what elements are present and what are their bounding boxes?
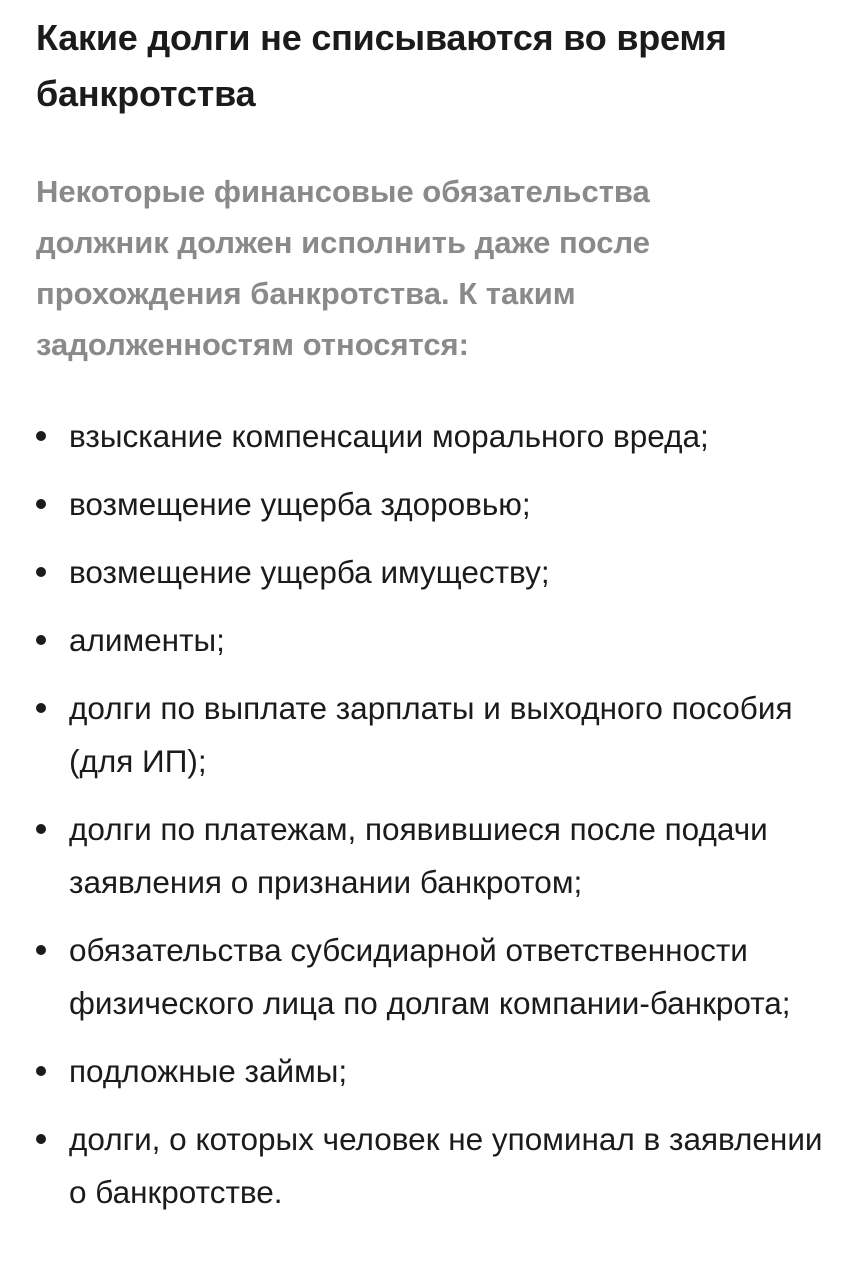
list-item-text: долги по платежам, появившиеся после подачи заявления о признании банкротом; <box>69 811 768 900</box>
list-item-text: обязательства субсидиарной ответственности физического лица по долгам компании-банкрота; <box>69 932 791 1021</box>
bullet-icon <box>36 499 46 509</box>
debt-list <box>36 410 826 1219</box>
bullet-icon <box>36 703 46 713</box>
article-lead: Некоторые финансовые обязательства должник должен исполнить даже после прохождения банкротства. К таким задолженностям относятся: <box>36 174 650 362</box>
list-item-text: долги, о которых человек не упоминал в заявлении о банкротстве. <box>69 1121 823 1210</box>
list-item-text: алименты; <box>69 622 225 658</box>
bullet-icon <box>36 431 46 441</box>
list-item <box>36 410 826 463</box>
list-item <box>36 682 826 788</box>
list-item-text: взыскание компенсации морального вреда; <box>69 418 709 454</box>
list-item <box>36 478 826 531</box>
list-item <box>36 1113 826 1219</box>
article <box>36 10 826 1234</box>
bullet-icon <box>36 1066 46 1076</box>
list-item <box>36 546 826 599</box>
list-item-text: подложные займы; <box>69 1053 348 1089</box>
bullet-icon <box>36 945 46 955</box>
bullet-icon <box>36 824 46 834</box>
bullet-icon <box>36 635 46 645</box>
article-title: Какие долги не списываются во время банкротства <box>36 17 727 114</box>
list-item <box>36 1045 826 1098</box>
bullet-icon <box>36 1134 46 1144</box>
bullet-icon <box>36 567 46 577</box>
list-item-text: возмещение ущерба здоровью; <box>69 486 531 522</box>
list-item-text: возмещение ущерба имуществу; <box>69 554 550 590</box>
list-item-text: долги по выплате зарплаты и выходного пособия (для ИП); <box>69 690 793 779</box>
list-item <box>36 614 826 667</box>
list-item <box>36 803 826 909</box>
list-item <box>36 924 826 1030</box>
